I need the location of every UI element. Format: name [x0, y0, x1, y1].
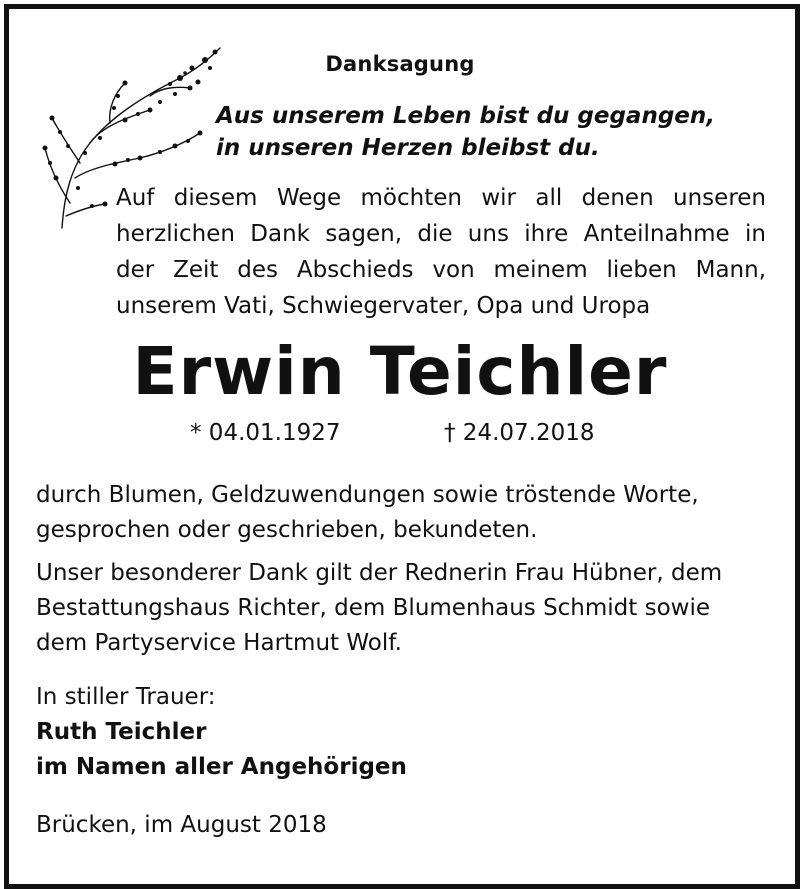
thanks-paragraph — [36, 478, 766, 661]
body-line: dem Partyservice Hartmut Wolf. — [36, 630, 402, 656]
memorial-quote — [216, 100, 715, 164]
signature-name: Ruth Teichler — [36, 719, 207, 745]
body-line: durch Blumen, Geldzuwendungen sowie tröstende Worte, — [36, 482, 699, 508]
body-line: gesprochen oder geschrieben, bekundeten. — [36, 517, 538, 543]
signature-family: im Namen aller Angehörigen — [36, 754, 407, 780]
paragraph-gap — [36, 548, 766, 556]
intro-line: Auf diesem Wege möchten wir all denen unseren — [116, 185, 766, 211]
signature-block — [36, 680, 407, 785]
quote-line: in unseren Herzen bleibst du. — [216, 135, 600, 161]
signature-intro: In stiller Trauer: — [36, 684, 216, 710]
intro-paragraph — [116, 180, 766, 324]
intro-line: herzlichen Dank sagen, die uns ihre Anteilnahme in — [116, 221, 766, 247]
body-line: Unser besonderer Dank gilt der Rednerin Frau Hübner, dem — [36, 560, 723, 586]
birth-date: * 04.01.1927 — [190, 420, 341, 446]
intro-line: der Zeit des Abschieds von meinem lieben Mann, — [116, 257, 766, 283]
notice-heading: Danksagung — [325, 52, 475, 76]
deceased-name: Erwin Teichler — [132, 333, 668, 410]
death-date: † 24.07.2018 — [444, 420, 595, 446]
intro-line: unserem Vati, Schwiegervater, Opa und Uropa — [116, 293, 651, 319]
body-line: Bestattungshaus Richter, dem Blumenhaus Schmidt sowie — [36, 595, 711, 621]
quote-line: Aus unserem Leben bist du gegangen, — [216, 103, 716, 129]
place-date: Brücken, im August 2018 — [36, 812, 327, 838]
